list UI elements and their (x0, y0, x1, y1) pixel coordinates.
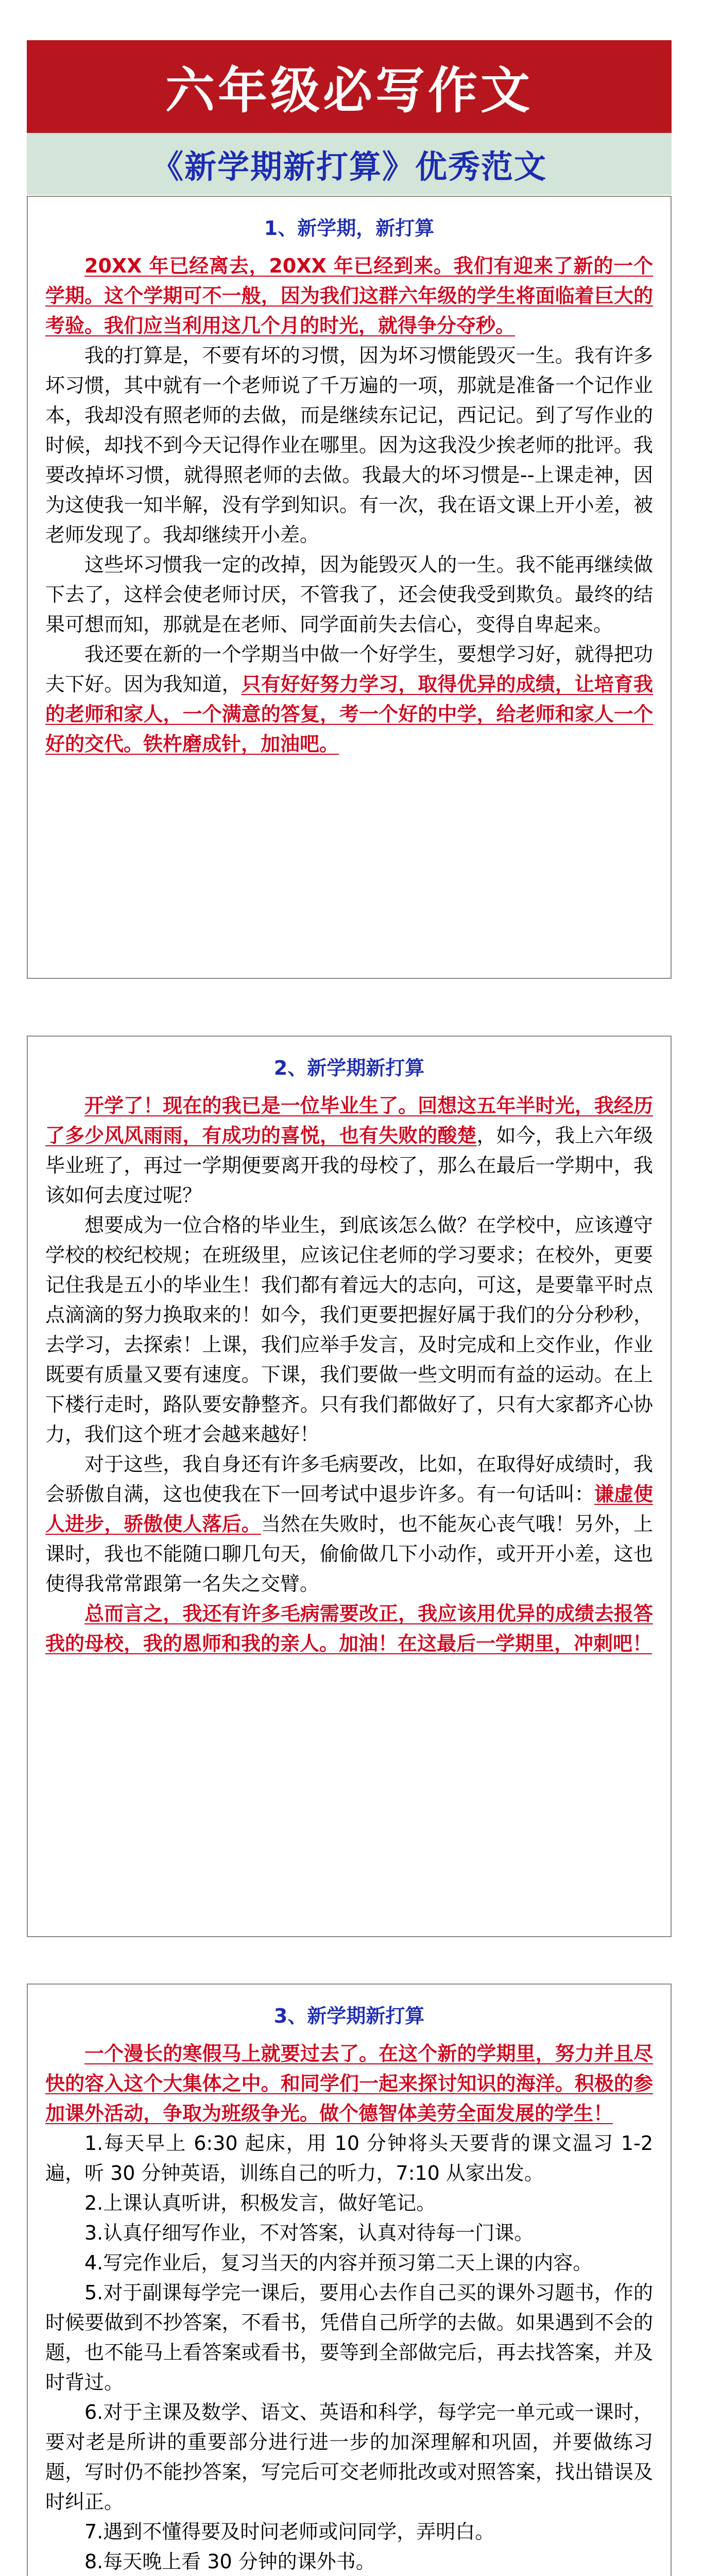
essay-paragraph (45, 2517, 653, 2547)
highlighted-text: 一个漫长的寒假马上就要过去了。在这个新的学期里，努力并且尽快的容入这个大集体之中。和同学们一起来探讨知识的海洋。积极的参加课外活动，争取为班级争光。做个德智体美劳全面发展的学生！ (45, 2042, 653, 2125)
paragraph-text: 8.每天晚上看 30 分钟的课外书。 (84, 2550, 375, 2573)
paragraph-text: 想要成为一位合格的毕业生，到底该怎么做？在学校中，应该遵守学校的校纪校规；在班级里，应该记住老师的学习要求；在校外，更要记住我是五小的毕业生！我们都有着远大的志向，可这，是要靠平时点点滴滴的努力换取来的！如今，我们更要把握好属于我们的分分秒秒，去学习，去探索！上课，我们应举手发言，及时完成和上交作业，作业既要有质量又要有速度。下课，我们要做一些文明而有益的运动。在上下楼行走时，路队要安静整齐。只有我们都做好了，只有大家都齐心协力，我们这个班才会越来越好！ (45, 1214, 653, 1446)
paragraph-text: 2.上课认真听讲，积极发言，做好笔记。 (84, 2192, 436, 2214)
essay-paragraph (45, 1449, 653, 1599)
essay-paragraph (45, 2397, 653, 2517)
paragraph-text: 我还要在新的一个学期当中做一个好学生，要想学习好，就得把功夫下好。因为我知道， (45, 643, 653, 696)
essay-card-3 (27, 1984, 672, 2576)
essay-paragraph (45, 341, 653, 550)
essay-body (28, 1091, 671, 1658)
highlighted-text: 总而言之，我还有许多毛病需要改正，我应该用优异的成绩去报答我的母校，我的恩师和我的亲人。加油！在这最后一学期里，冲刺吧！ (45, 1602, 653, 1655)
essay-heading: 2、新学期新打算 (273, 1057, 425, 1079)
highlighted-text: 谦虚使人进步，骄傲使人落后。 (45, 1483, 653, 1535)
paragraph-text: 我的打算是，不要有坏的习惯，因为坏习惯能毁灭一生。我有许多坏习惯，其中就有一个老师说了千万遍的一项，那就是准备一个记作业本，我却没有照老师的去做，而是继续东记记，西记记。到了写作业的时候，却找不到今天记得作业在哪里。因为这我没少挨老师的批评。我要改掉坏习惯，就得照老师的去做。我最大的坏习惯是--上课走神，因为这使我一知半解，没有学到知识。有一次，我在语文课上开小差，被老师发现了。我却继续开小差。 (45, 344, 653, 546)
title-banner (27, 40, 672, 133)
highlighted-text: 只有好好努力学习，取得优异的成绩，让培育我的老师和家人，一个满意的答复，考一个好的中学，给老师和家人一个好的交代。铁杵磨成针，加油吧。 (45, 673, 653, 755)
paragraph-text: 3.认真仔细写作业，不对答案，认真对待每一门课。 (84, 2222, 534, 2244)
essay-paragraph (45, 2188, 653, 2218)
essay-paragraph (45, 639, 653, 759)
essay-paragraph (45, 2547, 653, 2576)
essay-paragraph (45, 2039, 653, 2128)
paragraph-text: 当然在失败时，也不能灰心丧气哦！另外，上课时，我也不能随口聊几句天，偷偷做几下小动作，或开开小差，这也使得我常常跟第一名失之交臂。 (45, 1513, 653, 1595)
essay-paragraph (45, 1599, 653, 1658)
essay-paragraph (45, 2278, 653, 2397)
essay-paragraph (45, 2218, 653, 2248)
highlighted-text: 20XX 年已经离去，20XX 年已经到来。我们有迎来了新的一个学期。这个学期可不一般，因为我们这群六年级的学生将面临着巨大的考验。我们应当利用这几个月的时光，就得争分夺秒。 (45, 255, 653, 337)
essay-paragraph (45, 550, 653, 639)
essay-paragraph (45, 251, 653, 341)
essay-paragraph (45, 2128, 653, 2188)
paragraph-text: 对于这些，我自身还有许多毛病要改，比如，在取得好成绩时，我会骄傲自满，这也使我在下一回考试中退步许多。有一句话叫： (45, 1453, 653, 1505)
essay-body (28, 251, 671, 759)
page-subtitle: 《新学期新打算》优秀范文 (151, 147, 547, 185)
paragraph-text: ，如今，我上六年级毕业班了，再过一学期便要离开我的母校了，那么在最后一学期中，我该如何去度过呢？ (45, 1124, 653, 1207)
essay-body (28, 2039, 671, 2576)
essay-card-2 (27, 1036, 672, 1937)
essay-heading: 3、新学期新打算 (273, 2005, 425, 2027)
paragraph-text: 4.写完作业后，复习当天的内容并预习第二天上课的内容。 (84, 2251, 593, 2274)
essay-heading: 1、新学期，新打算 (264, 217, 435, 240)
page-title: 六年级必写作文 (165, 61, 533, 120)
paragraph-text: 5.对于副课每学完一课后，要用心去作自己买的课外习题书，作的时候要做到不抄答案，不看书，凭借自己所学的去做。如果遇到不会的题，也不能马上看答案或看书，要等到全部做完后，再去找答案，并及时背过。 (45, 2281, 653, 2394)
essay-paragraph (45, 1210, 653, 1449)
highlighted-text: 开学了！现在的我已是一位毕业生了。回想这五年半时光，我经历了多少风风雨雨，有成功的喜悦，也有失败的酸楚 (45, 1094, 653, 1147)
paragraph-text: 7.遇到不懂得要及时问老师或问同学，弄明白。 (84, 2520, 495, 2543)
essay-paragraph (45, 1091, 653, 1210)
paragraph-text: 6.对于主课及数学、语文、英语和科学，每学完一单元或一课时，要对老是所讲的重要部分进行进一步的加深理解和巩固，并要做练习题，写时仍不能抄答案，写完后可交老师批改或对照答案，找出错误及时纠正。 (45, 2401, 653, 2513)
essay-paragraph (45, 2248, 653, 2278)
paragraph-text: 这些坏习惯我一定的改掉，因为能毁灭人的一生。我不能再继续做下去了，这样会使老师讨厌，不管我了，还会使我受到欺负。最终的结果可想而知，那就是在老师、同学面前失去信心，变得自卑起来。 (45, 553, 653, 636)
subtitle-banner (27, 133, 672, 195)
essay-card-1 (27, 196, 672, 979)
paragraph-text: 1.每天早上 6:30 起床，用 10 分钟将头天要背的课文温习 1-2 遍，听 30 分钟英语，训练自己的听力，7:10 从家出发。 (45, 2132, 653, 2184)
